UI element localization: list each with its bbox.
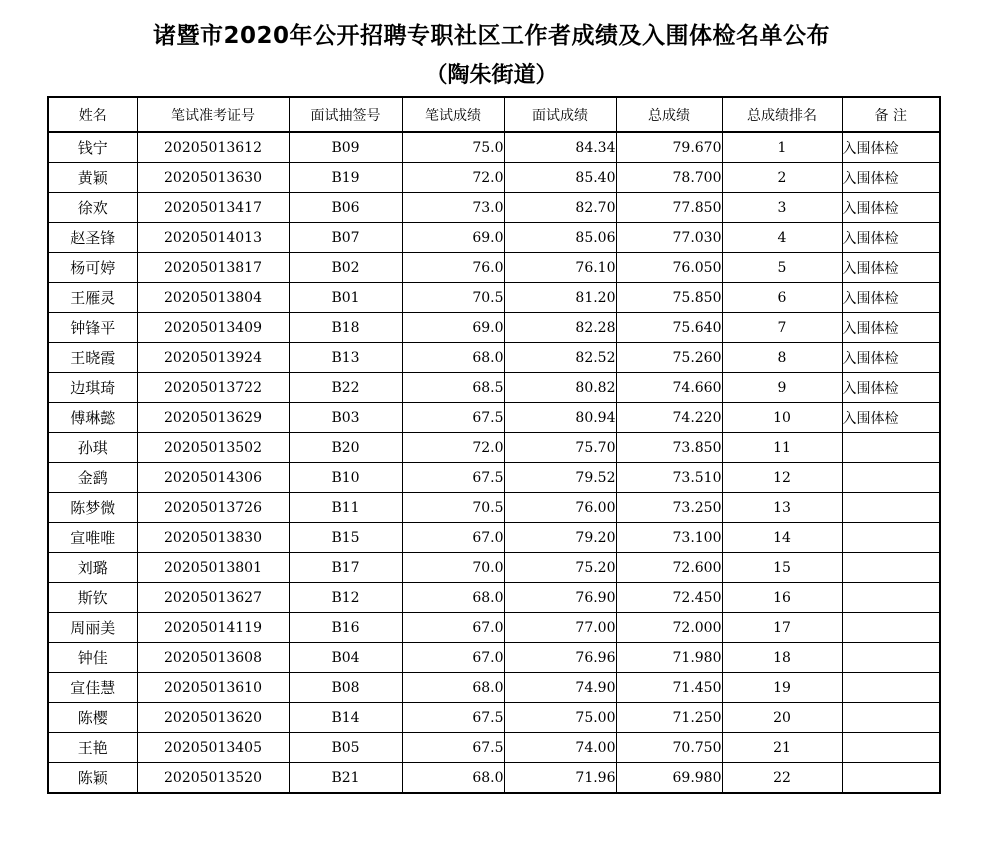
cell-interview-score: 82.28 bbox=[504, 313, 616, 343]
cell-lot-number: B04 bbox=[289, 643, 402, 673]
cell-rank: 11 bbox=[722, 433, 842, 463]
cell-rank: 16 bbox=[722, 583, 842, 613]
table-row bbox=[48, 583, 940, 613]
cell-exam-number: 20205013924 bbox=[137, 343, 289, 373]
cell-total-score: 77.030 bbox=[616, 223, 722, 253]
cell-remarks bbox=[842, 463, 940, 493]
cell-written-score: 67.5 bbox=[402, 463, 504, 493]
cell-remarks bbox=[842, 433, 940, 463]
cell-total-score: 73.510 bbox=[616, 463, 722, 493]
cell-name: 刘璐 bbox=[48, 553, 137, 583]
cell-written-score: 72.0 bbox=[402, 433, 504, 463]
cell-lot-number: B12 bbox=[289, 583, 402, 613]
cell-written-score: 67.5 bbox=[402, 703, 504, 733]
table-row bbox=[48, 553, 940, 583]
cell-remarks: 入围体检 bbox=[842, 373, 940, 403]
cell-exam-number: 20205013520 bbox=[137, 763, 289, 794]
table-row bbox=[48, 643, 940, 673]
cell-lot-number: B21 bbox=[289, 763, 402, 794]
cell-interview-score: 85.06 bbox=[504, 223, 616, 253]
cell-remarks: 入围体检 bbox=[842, 193, 940, 223]
cell-rank: 6 bbox=[722, 283, 842, 313]
table-row bbox=[48, 523, 940, 553]
cell-remarks bbox=[842, 553, 940, 583]
cell-interview-score: 74.90 bbox=[504, 673, 616, 703]
cell-total-score: 73.100 bbox=[616, 523, 722, 553]
cell-rank: 14 bbox=[722, 523, 842, 553]
cell-interview-score: 82.52 bbox=[504, 343, 616, 373]
cell-rank: 21 bbox=[722, 733, 842, 763]
header-total-rank: 总成绩排名 bbox=[722, 97, 842, 132]
cell-written-score: 70.5 bbox=[402, 493, 504, 523]
cell-total-score: 72.600 bbox=[616, 553, 722, 583]
cell-interview-score: 79.52 bbox=[504, 463, 616, 493]
cell-name: 边琪琦 bbox=[48, 373, 137, 403]
table-row bbox=[48, 223, 940, 253]
cell-written-score: 69.0 bbox=[402, 313, 504, 343]
cell-exam-number: 20205013817 bbox=[137, 253, 289, 283]
cell-written-score: 75.0 bbox=[402, 132, 504, 163]
cell-name: 周丽美 bbox=[48, 613, 137, 643]
cell-name: 陈梦微 bbox=[48, 493, 137, 523]
cell-rank: 20 bbox=[722, 703, 842, 733]
cell-total-score: 71.250 bbox=[616, 703, 722, 733]
cell-name: 陈樱 bbox=[48, 703, 137, 733]
cell-remarks: 入围体检 bbox=[842, 253, 940, 283]
cell-name: 王雁灵 bbox=[48, 283, 137, 313]
cell-rank: 12 bbox=[722, 463, 842, 493]
table-row bbox=[48, 163, 940, 193]
table-row bbox=[48, 763, 940, 794]
cell-exam-number: 20205013608 bbox=[137, 643, 289, 673]
cell-rank: 9 bbox=[722, 373, 842, 403]
cell-total-score: 71.980 bbox=[616, 643, 722, 673]
cell-name: 钟佳 bbox=[48, 643, 137, 673]
header-exam-number: 笔试准考证号 bbox=[137, 97, 289, 132]
cell-lot-number: B01 bbox=[289, 283, 402, 313]
page-subtitle: （陶朱街道） bbox=[425, 63, 558, 88]
cell-lot-number: B05 bbox=[289, 733, 402, 763]
table-row bbox=[48, 253, 940, 283]
cell-written-score: 68.0 bbox=[402, 763, 504, 794]
cell-name: 斯钦 bbox=[48, 583, 137, 613]
cell-rank: 15 bbox=[722, 553, 842, 583]
cell-total-score: 79.670 bbox=[616, 132, 722, 163]
cell-lot-number: B09 bbox=[289, 132, 402, 163]
cell-exam-number: 20205014306 bbox=[137, 463, 289, 493]
cell-rank: 22 bbox=[722, 763, 842, 794]
cell-exam-number: 20205013612 bbox=[137, 132, 289, 163]
table-row bbox=[48, 463, 940, 493]
cell-remarks bbox=[842, 643, 940, 673]
cell-lot-number: B08 bbox=[289, 673, 402, 703]
cell-name: 宣唯唯 bbox=[48, 523, 137, 553]
cell-written-score: 67.5 bbox=[402, 733, 504, 763]
cell-lot-number: B06 bbox=[289, 193, 402, 223]
cell-total-score: 73.850 bbox=[616, 433, 722, 463]
cell-name: 杨可婷 bbox=[48, 253, 137, 283]
cell-rank: 17 bbox=[722, 613, 842, 643]
cell-exam-number: 20205013629 bbox=[137, 403, 289, 433]
cell-written-score: 68.0 bbox=[402, 343, 504, 373]
cell-rank: 7 bbox=[722, 313, 842, 343]
cell-interview-score: 75.20 bbox=[504, 553, 616, 583]
cell-lot-number: B10 bbox=[289, 463, 402, 493]
cell-exam-number: 20205014119 bbox=[137, 613, 289, 643]
cell-exam-number: 20205013409 bbox=[137, 313, 289, 343]
cell-exam-number: 20205013804 bbox=[137, 283, 289, 313]
cell-lot-number: B14 bbox=[289, 703, 402, 733]
table-row bbox=[48, 373, 940, 403]
cell-written-score: 67.5 bbox=[402, 403, 504, 433]
cell-interview-score: 85.40 bbox=[504, 163, 616, 193]
cell-rank: 18 bbox=[722, 643, 842, 673]
cell-interview-score: 76.00 bbox=[504, 493, 616, 523]
cell-exam-number: 20205013627 bbox=[137, 583, 289, 613]
cell-exam-number: 20205014013 bbox=[137, 223, 289, 253]
cell-written-score: 70.0 bbox=[402, 553, 504, 583]
cell-name: 王艳 bbox=[48, 733, 137, 763]
cell-remarks bbox=[842, 493, 940, 523]
cell-interview-score: 79.20 bbox=[504, 523, 616, 553]
cell-name: 傅琳懿 bbox=[48, 403, 137, 433]
table-row bbox=[48, 283, 940, 313]
table-row bbox=[48, 703, 940, 733]
cell-exam-number: 20205013405 bbox=[137, 733, 289, 763]
table-row bbox=[48, 433, 940, 463]
cell-interview-score: 74.00 bbox=[504, 733, 616, 763]
cell-written-score: 67.0 bbox=[402, 613, 504, 643]
cell-interview-score: 75.00 bbox=[504, 703, 616, 733]
cell-name: 黄颖 bbox=[48, 163, 137, 193]
cell-remarks: 入围体检 bbox=[842, 223, 940, 253]
cell-total-score: 75.850 bbox=[616, 283, 722, 313]
page-title: 诸暨市2020年公开招聘专职社区工作者成绩及入围体检名单公布 bbox=[152, 23, 830, 49]
cell-name: 陈颖 bbox=[48, 763, 137, 794]
cell-lot-number: B15 bbox=[289, 523, 402, 553]
cell-remarks bbox=[842, 523, 940, 553]
header-row bbox=[48, 97, 940, 132]
cell-written-score: 67.0 bbox=[402, 643, 504, 673]
cell-remarks: 入围体检 bbox=[842, 283, 940, 313]
cell-name: 王晓霞 bbox=[48, 343, 137, 373]
cell-lot-number: B07 bbox=[289, 223, 402, 253]
header-total-score: 总成绩 bbox=[616, 97, 722, 132]
cell-rank: 2 bbox=[722, 163, 842, 193]
cell-rank: 3 bbox=[722, 193, 842, 223]
cell-name: 钱宁 bbox=[48, 132, 137, 163]
cell-total-score: 69.980 bbox=[616, 763, 722, 794]
cell-interview-score: 82.70 bbox=[504, 193, 616, 223]
cell-remarks bbox=[842, 733, 940, 763]
cell-remarks bbox=[842, 673, 940, 703]
cell-total-score: 75.260 bbox=[616, 343, 722, 373]
cell-exam-number: 20205013630 bbox=[137, 163, 289, 193]
cell-interview-score: 84.34 bbox=[504, 132, 616, 163]
cell-interview-score: 76.10 bbox=[504, 253, 616, 283]
cell-name: 钟锋平 bbox=[48, 313, 137, 343]
cell-rank: 10 bbox=[722, 403, 842, 433]
cell-name: 赵圣锋 bbox=[48, 223, 137, 253]
cell-remarks bbox=[842, 613, 940, 643]
cell-total-score: 72.000 bbox=[616, 613, 722, 643]
cell-total-score: 77.850 bbox=[616, 193, 722, 223]
score-table bbox=[47, 96, 941, 794]
header-written-score: 笔试成绩 bbox=[402, 97, 504, 132]
cell-total-score: 76.050 bbox=[616, 253, 722, 283]
header-remarks: 备 注 bbox=[842, 97, 940, 132]
table-row bbox=[48, 313, 940, 343]
cell-name: 孙琪 bbox=[48, 433, 137, 463]
cell-lot-number: B19 bbox=[289, 163, 402, 193]
cell-name: 宣佳慧 bbox=[48, 673, 137, 703]
cell-interview-score: 80.82 bbox=[504, 373, 616, 403]
cell-lot-number: B11 bbox=[289, 493, 402, 523]
table-row bbox=[48, 343, 940, 373]
cell-rank: 1 bbox=[722, 132, 842, 163]
cell-remarks bbox=[842, 703, 940, 733]
cell-total-score: 73.250 bbox=[616, 493, 722, 523]
header-lot-number: 面试抽签号 bbox=[289, 97, 402, 132]
cell-exam-number: 20205013830 bbox=[137, 523, 289, 553]
cell-rank: 5 bbox=[722, 253, 842, 283]
cell-written-score: 68.0 bbox=[402, 583, 504, 613]
cell-total-score: 78.700 bbox=[616, 163, 722, 193]
cell-remarks: 入围体检 bbox=[842, 163, 940, 193]
cell-lot-number: B02 bbox=[289, 253, 402, 283]
cell-written-score: 68.5 bbox=[402, 373, 504, 403]
cell-written-score: 68.0 bbox=[402, 673, 504, 703]
cell-interview-score: 77.00 bbox=[504, 613, 616, 643]
table-row bbox=[48, 673, 940, 703]
table-row bbox=[48, 193, 940, 223]
table-row bbox=[48, 613, 940, 643]
cell-rank: 4 bbox=[722, 223, 842, 253]
cell-written-score: 67.0 bbox=[402, 523, 504, 553]
cell-written-score: 73.0 bbox=[402, 193, 504, 223]
cell-lot-number: B20 bbox=[289, 433, 402, 463]
cell-written-score: 72.0 bbox=[402, 163, 504, 193]
cell-exam-number: 20205013620 bbox=[137, 703, 289, 733]
cell-rank: 13 bbox=[722, 493, 842, 523]
cell-lot-number: B18 bbox=[289, 313, 402, 343]
cell-remarks bbox=[842, 763, 940, 794]
cell-exam-number: 20205013417 bbox=[137, 193, 289, 223]
cell-exam-number: 20205013722 bbox=[137, 373, 289, 403]
cell-exam-number: 20205013502 bbox=[137, 433, 289, 463]
cell-interview-score: 71.96 bbox=[504, 763, 616, 794]
table-body bbox=[48, 132, 940, 793]
cell-lot-number: B17 bbox=[289, 553, 402, 583]
header-interview-score: 面试成绩 bbox=[504, 97, 616, 132]
cell-total-score: 71.450 bbox=[616, 673, 722, 703]
cell-remarks: 入围体检 bbox=[842, 403, 940, 433]
cell-total-score: 75.640 bbox=[616, 313, 722, 343]
table-row bbox=[48, 733, 940, 763]
cell-total-score: 72.450 bbox=[616, 583, 722, 613]
cell-name: 徐欢 bbox=[48, 193, 137, 223]
cell-lot-number: B13 bbox=[289, 343, 402, 373]
cell-written-score: 70.5 bbox=[402, 283, 504, 313]
cell-interview-score: 81.20 bbox=[504, 283, 616, 313]
cell-interview-score: 75.70 bbox=[504, 433, 616, 463]
cell-interview-score: 76.90 bbox=[504, 583, 616, 613]
cell-written-score: 69.0 bbox=[402, 223, 504, 253]
cell-exam-number: 20205013610 bbox=[137, 673, 289, 703]
cell-lot-number: B03 bbox=[289, 403, 402, 433]
cell-remarks: 入围体检 bbox=[842, 313, 940, 343]
table-row bbox=[48, 493, 940, 523]
table-row bbox=[48, 132, 940, 163]
cell-remarks: 入围体检 bbox=[842, 343, 940, 373]
cell-interview-score: 76.96 bbox=[504, 643, 616, 673]
cell-total-score: 70.750 bbox=[616, 733, 722, 763]
cell-remarks: 入围体检 bbox=[842, 132, 940, 163]
cell-interview-score: 80.94 bbox=[504, 403, 616, 433]
cell-lot-number: B22 bbox=[289, 373, 402, 403]
cell-remarks bbox=[842, 583, 940, 613]
table-row bbox=[48, 403, 940, 433]
cell-exam-number: 20205013801 bbox=[137, 553, 289, 583]
cell-rank: 19 bbox=[722, 673, 842, 703]
cell-total-score: 74.220 bbox=[616, 403, 722, 433]
header-name: 姓名 bbox=[48, 97, 137, 132]
cell-rank: 8 bbox=[722, 343, 842, 373]
cell-exam-number: 20205013726 bbox=[137, 493, 289, 523]
cell-written-score: 76.0 bbox=[402, 253, 504, 283]
cell-lot-number: B16 bbox=[289, 613, 402, 643]
cell-total-score: 74.660 bbox=[616, 373, 722, 403]
cell-name: 金鹞 bbox=[48, 463, 137, 493]
